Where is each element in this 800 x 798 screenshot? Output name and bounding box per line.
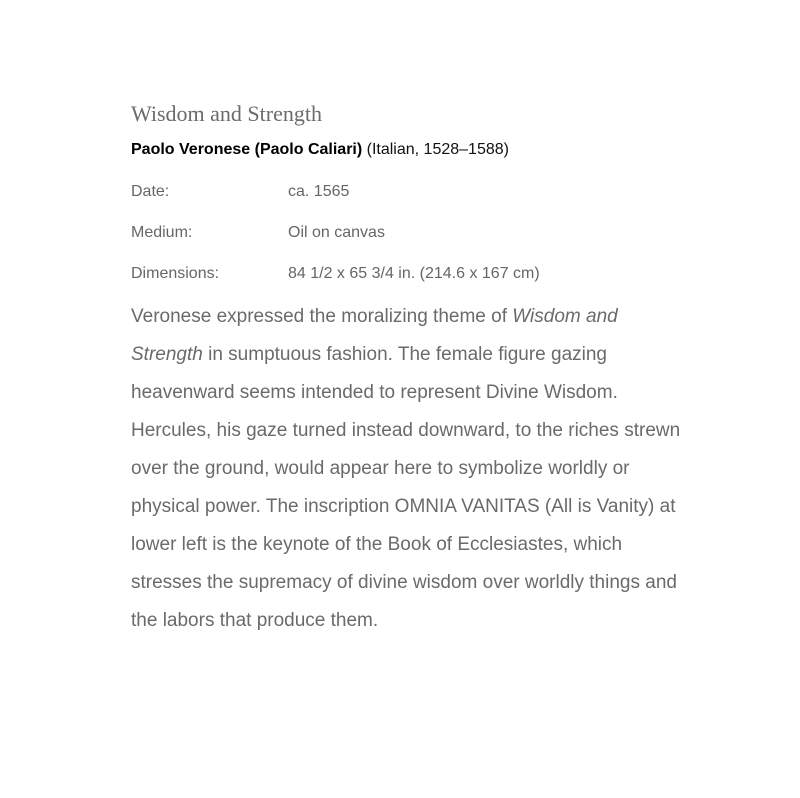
date-value: ca. 1565 xyxy=(288,182,350,200)
medium-label: Medium: xyxy=(131,223,193,241)
artwork-title: Wisdom and Strength xyxy=(131,101,322,126)
metadata-row-dimensions xyxy=(131,253,691,294)
metadata-table xyxy=(131,171,691,294)
description-italic-title: Wisdom and Strength xyxy=(131,306,618,365)
dimensions-value: 84 1/2 x 65 3/4 in. (214.6 x 167 cm) xyxy=(288,264,540,282)
dimensions-label: Dimensions: xyxy=(131,264,220,282)
artist-name: Paolo Veronese (Paolo Caliari) xyxy=(131,141,363,158)
artist-details: (Italian, 1528–1588) xyxy=(362,141,509,158)
metadata-row-medium xyxy=(131,212,691,253)
date-label: Date: xyxy=(131,182,170,200)
artwork-description xyxy=(131,298,691,640)
artist-line xyxy=(131,140,691,160)
artwork-info xyxy=(131,100,691,659)
description-text-start: Veronese expressed the moralizing theme of xyxy=(131,306,513,327)
medium-value: Oil on canvas xyxy=(288,223,385,241)
description-text-end: in sumptuous fashion. The female figure gazing heavenward seems intended to represent Divine Wisdom. Hercules, his gaze turned instead downward, to the riches strewn over the ground, would appear here to symbolize worldly or physical power. The inscription OMNIA VANITAS (All is Vanity) at lower left is the keynote of the Book of Ecclesiastes, which stresses the supremacy of divine wisdom over worldly things and the labors that produce them. xyxy=(131,344,681,631)
metadata-row-date xyxy=(131,171,691,212)
